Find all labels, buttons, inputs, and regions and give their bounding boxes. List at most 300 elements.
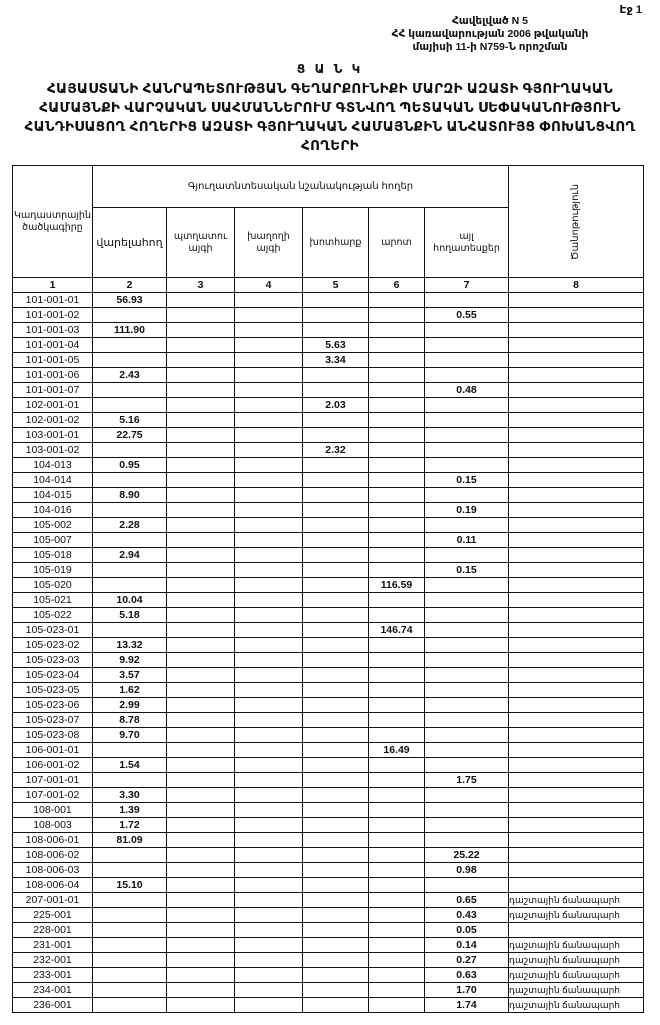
arable-cell: 1.39 (93, 803, 167, 818)
arable-cell (93, 443, 167, 458)
note-cell: դաշտային ճանապարհ (509, 893, 644, 908)
vineyard-cell (235, 983, 303, 998)
hayfield-cell: 2.32 (303, 443, 369, 458)
vineyard-cell (235, 803, 303, 818)
hayfield-cell (303, 773, 369, 788)
vineyard-cell (235, 863, 303, 878)
hayfield-cell (303, 413, 369, 428)
note-cell (509, 518, 644, 533)
note-cell (509, 668, 644, 683)
note-cell: դաշտային ճանապարհ (509, 983, 644, 998)
table-row (13, 833, 644, 848)
cadastral-code-cell: 101-001-02 (13, 308, 93, 323)
note-cell (509, 503, 644, 518)
table-row (13, 788, 644, 803)
cadastral-code-cell: 101-001-03 (13, 323, 93, 338)
note-cell (509, 533, 644, 548)
arable-cell: 3.30 (93, 788, 167, 803)
orchard-cell (167, 758, 235, 773)
table-row (13, 428, 644, 443)
header-note: Ծանոթություն (570, 183, 582, 260)
column-number: 2 (93, 278, 167, 293)
table-row (13, 773, 644, 788)
column-number: 8 (509, 278, 644, 293)
orchard-cell (167, 533, 235, 548)
cadastral-code-cell: 102-001-01 (13, 398, 93, 413)
orchard-cell (167, 338, 235, 353)
note-cell (509, 818, 644, 833)
arable-cell: 5.18 (93, 608, 167, 623)
other-lands-cell (425, 353, 509, 368)
table-row (13, 668, 644, 683)
table-row (13, 893, 644, 908)
hayfield-cell: 3.34 (303, 353, 369, 368)
table-row (13, 518, 644, 533)
cadastral-code-cell: 103-001-02 (13, 443, 93, 458)
note-cell (509, 833, 644, 848)
header-cadastral-code: Կադաստրային ծածկագիրը (13, 166, 93, 278)
orchard-cell (167, 923, 235, 938)
hayfield-cell (303, 653, 369, 668)
arable-cell: 1.54 (93, 758, 167, 773)
hayfield-cell (303, 998, 369, 1013)
cadastral-code-cell: 102-001-02 (13, 413, 93, 428)
cadastral-code-cell: 105-023-07 (13, 713, 93, 728)
note-cell (509, 608, 644, 623)
arable-cell (93, 863, 167, 878)
arable-cell (93, 308, 167, 323)
cadastral-code-cell: 108-006-01 (13, 833, 93, 848)
pasture-cell (369, 878, 425, 893)
hayfield-cell (303, 503, 369, 518)
arable-cell: 22.75 (93, 428, 167, 443)
note-cell (509, 788, 644, 803)
note-cell (509, 863, 644, 878)
vineyard-cell (235, 968, 303, 983)
hayfield-cell (303, 743, 369, 758)
hayfield-cell (303, 638, 369, 653)
note-cell (509, 293, 644, 308)
hayfield-cell (303, 803, 369, 818)
vineyard-cell (235, 938, 303, 953)
orchard-cell (167, 728, 235, 743)
hayfield-cell (303, 608, 369, 623)
hayfield-cell: 5.63 (303, 338, 369, 353)
header-arable: վարելահող (93, 208, 167, 278)
cadastral-code-cell: 101-001-06 (13, 368, 93, 383)
vineyard-cell (235, 338, 303, 353)
cadastral-code-cell: 107-001-01 (13, 773, 93, 788)
arable-cell: 8.90 (93, 488, 167, 503)
orchard-cell (167, 833, 235, 848)
pasture-cell (369, 443, 425, 458)
table-row (13, 968, 644, 983)
vineyard-cell (235, 518, 303, 533)
note-cell: դաշտային ճանապարհ (509, 968, 644, 983)
cadastral-code-cell: 101-001-01 (13, 293, 93, 308)
arable-cell (93, 533, 167, 548)
pasture-cell (369, 308, 425, 323)
vineyard-cell (235, 533, 303, 548)
other-lands-cell (425, 413, 509, 428)
table-row (13, 503, 644, 518)
orchard-cell (167, 623, 235, 638)
cadastral-code-cell: 105-002 (13, 518, 93, 533)
orchard-cell (167, 848, 235, 863)
arable-cell (93, 983, 167, 998)
cadastral-code-cell: 108-003 (13, 818, 93, 833)
other-lands-cell (425, 548, 509, 563)
pasture-cell (369, 548, 425, 563)
note-cell (509, 488, 644, 503)
table-row (13, 473, 644, 488)
vineyard-cell (235, 488, 303, 503)
orchard-cell (167, 743, 235, 758)
other-lands-cell (425, 443, 509, 458)
table-row (13, 878, 644, 893)
cadastral-code-cell: 108-006-02 (13, 848, 93, 863)
orchard-cell (167, 938, 235, 953)
note-cell: դաշտային ճանապարհ (509, 953, 644, 968)
column-number: 6 (369, 278, 425, 293)
pasture-cell (369, 983, 425, 998)
vineyard-cell (235, 308, 303, 323)
hayfield-cell (303, 938, 369, 953)
cadastral-code-cell: 105-023-05 (13, 683, 93, 698)
orchard-cell (167, 638, 235, 653)
cadastral-code-cell: 104-016 (13, 503, 93, 518)
hayfield-cell (303, 698, 369, 713)
orchard-cell (167, 653, 235, 668)
page-number: Էջ 1 (619, 4, 642, 16)
hayfield-cell (303, 578, 369, 593)
orchard-cell (167, 398, 235, 413)
other-lands-cell (425, 608, 509, 623)
hayfield-cell (303, 713, 369, 728)
hayfield-cell (303, 878, 369, 893)
arable-cell: 8.78 (93, 713, 167, 728)
arable-cell: 1.62 (93, 683, 167, 698)
arable-cell (93, 893, 167, 908)
orchard-cell (167, 773, 235, 788)
other-lands-cell (425, 878, 509, 893)
vineyard-cell (235, 593, 303, 608)
table-row (13, 548, 644, 563)
vineyard-cell (235, 383, 303, 398)
other-lands-cell: 0.65 (425, 893, 509, 908)
table-row (13, 803, 644, 818)
hayfield-cell (303, 848, 369, 863)
vineyard-cell (235, 473, 303, 488)
cadastral-code-cell: 105-023-03 (13, 653, 93, 668)
vineyard-cell (235, 368, 303, 383)
cadastral-code-cell: 228-001 (13, 923, 93, 938)
orchard-cell (167, 593, 235, 608)
note-cell (509, 653, 644, 668)
table-row (13, 818, 644, 833)
orchard-cell (167, 353, 235, 368)
cadastral-code-cell: 105-020 (13, 578, 93, 593)
arable-cell: 2.94 (93, 548, 167, 563)
orchard-cell (167, 713, 235, 728)
arable-cell: 2.43 (93, 368, 167, 383)
pasture-cell (369, 293, 425, 308)
vineyard-cell (235, 398, 303, 413)
other-lands-cell: 0.55 (425, 308, 509, 323)
table-row (13, 923, 644, 938)
pasture-cell (369, 368, 425, 383)
table-row (13, 848, 644, 863)
hayfield-cell (303, 968, 369, 983)
pasture-cell (369, 653, 425, 668)
vineyard-cell (235, 608, 303, 623)
other-lands-cell: 0.98 (425, 863, 509, 878)
pasture-cell (369, 608, 425, 623)
vineyard-cell (235, 698, 303, 713)
vineyard-cell (235, 818, 303, 833)
table-row (13, 758, 644, 773)
vineyard-cell (235, 713, 303, 728)
table-row (13, 443, 644, 458)
pasture-cell (369, 458, 425, 473)
note-cell (509, 563, 644, 578)
column-number: 7 (425, 278, 509, 293)
other-lands-cell (425, 683, 509, 698)
hayfield-cell (303, 728, 369, 743)
orchard-cell (167, 503, 235, 518)
table-row (13, 983, 644, 998)
other-lands-cell: 0.11 (425, 533, 509, 548)
pasture-cell (369, 863, 425, 878)
pasture-cell (369, 758, 425, 773)
other-lands-cell (425, 458, 509, 473)
orchard-cell (167, 698, 235, 713)
title-line-4: ՀՈՂԵՐԻ (301, 138, 359, 153)
cadastral-code-cell: 108-006-04 (13, 878, 93, 893)
arable-cell: 2.28 (93, 518, 167, 533)
pasture-cell (369, 323, 425, 338)
vineyard-cell (235, 653, 303, 668)
hayfield-cell (303, 593, 369, 608)
table-row (13, 608, 644, 623)
orchard-cell (167, 563, 235, 578)
appendix-line-3: մայիսի 11-ի N759-Ն որոշման (412, 41, 568, 53)
note-cell (509, 383, 644, 398)
note-cell (509, 353, 644, 368)
orchard-cell (167, 668, 235, 683)
cadastral-code-cell: 105-023-06 (13, 698, 93, 713)
cadastral-code-cell: 104-015 (13, 488, 93, 503)
pasture-cell (369, 968, 425, 983)
cadastral-code-cell: 236-001 (13, 998, 93, 1013)
orchard-cell (167, 548, 235, 563)
vineyard-cell (235, 563, 303, 578)
vineyard-cell (235, 998, 303, 1013)
land-table (12, 165, 644, 1013)
pasture-cell (369, 803, 425, 818)
orchard-cell (167, 368, 235, 383)
vineyard-cell (235, 773, 303, 788)
cadastral-code-cell: 101-001-05 (13, 353, 93, 368)
orchard-cell (167, 953, 235, 968)
orchard-cell (167, 968, 235, 983)
note-cell (509, 713, 644, 728)
pasture-cell (369, 893, 425, 908)
arable-cell: 2.99 (93, 698, 167, 713)
pasture-cell (369, 593, 425, 608)
pasture-cell (369, 383, 425, 398)
orchard-cell (167, 488, 235, 503)
other-lands-cell (425, 788, 509, 803)
hayfield-cell (303, 683, 369, 698)
title-list-label: Ց Ա Ն Կ (296, 62, 364, 76)
appendix-line-1: Հավելված N 5 (452, 15, 528, 27)
other-lands-cell (425, 728, 509, 743)
vineyard-cell (235, 503, 303, 518)
arable-cell (93, 473, 167, 488)
table-row (13, 338, 644, 353)
table-row (13, 938, 644, 953)
cadastral-code-cell: 225-001 (13, 908, 93, 923)
pasture-cell (369, 428, 425, 443)
table-row (13, 533, 644, 548)
other-lands-cell (425, 623, 509, 638)
hayfield-cell: 2.03 (303, 398, 369, 413)
table-row (13, 578, 644, 593)
pasture-cell (369, 833, 425, 848)
table-row (13, 563, 644, 578)
cadastral-code-cell: 105-022 (13, 608, 93, 623)
column-number: 4 (235, 278, 303, 293)
other-lands-cell: 0.48 (425, 383, 509, 398)
orchard-cell (167, 998, 235, 1013)
document-title (20, 60, 640, 155)
vineyard-cell (235, 953, 303, 968)
hayfield-cell (303, 383, 369, 398)
table-row (13, 713, 644, 728)
title-line-3: ՀԱՆԴԻՍԱՑՈՂ ՀՈՂԵՐԻՑ ԱԶԱՏԻ ԳՅՈՒՂԱԿԱՆ ՀԱՄԱՅՆՔԻՆ ԱՆՀԱՏՈՒՅՑ ՓՈԽԱՆՑՎՈՂ (24, 119, 636, 134)
pasture-cell (369, 563, 425, 578)
orchard-cell (167, 863, 235, 878)
orchard-cell (167, 458, 235, 473)
pasture-cell: 146.74 (369, 623, 425, 638)
appendix-block (360, 15, 620, 54)
other-lands-cell: 0.15 (425, 563, 509, 578)
vineyard-cell (235, 413, 303, 428)
arable-cell: 81.09 (93, 833, 167, 848)
cadastral-code-cell: 105-019 (13, 563, 93, 578)
other-lands-cell: 0.05 (425, 923, 509, 938)
note-cell: դաշտային ճանապարհ (509, 938, 644, 953)
cadastral-code-cell: 106-001-01 (13, 743, 93, 758)
arable-cell: 9.70 (93, 728, 167, 743)
header-other-lands: այլ հողատեսքեր (425, 208, 509, 278)
vineyard-cell (235, 638, 303, 653)
hayfield-cell (303, 368, 369, 383)
other-lands-cell (425, 398, 509, 413)
other-lands-cell (425, 833, 509, 848)
cadastral-code-cell: 101-001-04 (13, 338, 93, 353)
other-lands-cell (425, 428, 509, 443)
hayfield-cell (303, 953, 369, 968)
orchard-cell (167, 803, 235, 818)
other-lands-cell (425, 578, 509, 593)
other-lands-cell (425, 593, 509, 608)
pasture-cell (369, 533, 425, 548)
note-cell (509, 878, 644, 893)
other-lands-cell: 0.27 (425, 953, 509, 968)
arable-cell (93, 773, 167, 788)
table-row (13, 953, 644, 968)
hayfield-cell (303, 458, 369, 473)
arable-cell (93, 578, 167, 593)
arable-cell (93, 623, 167, 638)
note-cell (509, 323, 644, 338)
table-row (13, 908, 644, 923)
pasture-cell (369, 998, 425, 1013)
vineyard-cell (235, 293, 303, 308)
vineyard-cell (235, 443, 303, 458)
pasture-cell (369, 923, 425, 938)
note-cell (509, 923, 644, 938)
pasture-cell (369, 473, 425, 488)
appendix-line-2: ՀՀ կառավարության 2006 թվականի (391, 28, 589, 40)
column-number: 1 (13, 278, 93, 293)
orchard-cell (167, 443, 235, 458)
other-lands-cell (425, 338, 509, 353)
note-cell (509, 308, 644, 323)
hayfield-cell (303, 293, 369, 308)
note-cell (509, 593, 644, 608)
orchard-cell (167, 878, 235, 893)
arable-cell (93, 563, 167, 578)
pasture-cell (369, 413, 425, 428)
hayfield-cell (303, 908, 369, 923)
orchard-cell (167, 308, 235, 323)
title-line-2: ՀԱՄԱՅՆՔԻ ՎԱՐՉԱԿԱՆ ՍԱՀՄԱՆՆԵՐՈՒՄ ԳՏՆՎՈՂ ՊԵՏԱԿԱՆ ՍԵՓԱԿԱՆՈՒԹՅՈՒՆ (39, 100, 621, 115)
note-cell (509, 368, 644, 383)
other-lands-cell (425, 698, 509, 713)
pasture-cell (369, 353, 425, 368)
hayfield-cell (303, 518, 369, 533)
cadastral-code-cell: 105-018 (13, 548, 93, 563)
note-cell (509, 683, 644, 698)
note-cell (509, 848, 644, 863)
note-cell (509, 623, 644, 638)
cadastral-code-cell: 105-023-02 (13, 638, 93, 653)
vineyard-cell (235, 668, 303, 683)
arable-cell (93, 503, 167, 518)
orchard-cell (167, 893, 235, 908)
cadastral-code-cell: 105-021 (13, 593, 93, 608)
table-row (13, 728, 644, 743)
arable-cell (93, 938, 167, 953)
table-row (13, 293, 644, 308)
note-cell (509, 473, 644, 488)
cadastral-code-cell: 231-001 (13, 938, 93, 953)
pasture-cell (369, 638, 425, 653)
vineyard-cell (235, 788, 303, 803)
pasture-cell (369, 488, 425, 503)
pasture-cell (369, 818, 425, 833)
column-number: 5 (303, 278, 369, 293)
table-row (13, 698, 644, 713)
arable-cell (93, 353, 167, 368)
other-lands-cell: 0.19 (425, 503, 509, 518)
orchard-cell (167, 383, 235, 398)
vineyard-cell (235, 878, 303, 893)
other-lands-cell (425, 818, 509, 833)
